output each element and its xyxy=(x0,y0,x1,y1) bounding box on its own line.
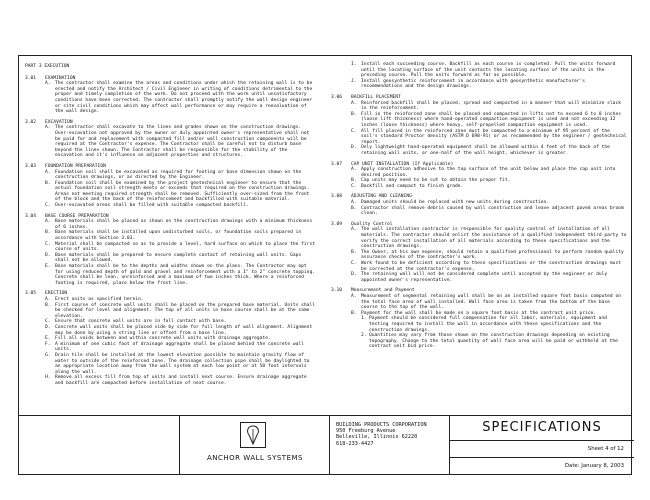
sub-item xyxy=(361,333,627,350)
address-line-3: Belleville, Illinois 62220 xyxy=(336,434,418,441)
sheet-date: Date: January 8, 2003 xyxy=(564,463,624,469)
item-letter: A. xyxy=(351,100,357,106)
item-text: Over-excavated areas shall be filled with suitable compacted backfill. xyxy=(55,203,249,209)
item-letter: H. xyxy=(45,375,51,381)
spec-item xyxy=(351,112,627,129)
item-letter: A. xyxy=(45,219,51,225)
item-text: Contractor shall remove debris caused by wall construction and leave adjacent paved areas broom clean. xyxy=(361,205,624,217)
spec-item xyxy=(45,264,317,286)
sheet-title: SPECIFICATIONS xyxy=(450,416,634,441)
item-text: Payment for the wall shall be made on a square foot basis at the contract unit price. xyxy=(361,310,597,316)
item-text: Ensure that concrete wall units are in full contact with base. xyxy=(55,319,227,325)
item-letter: I. xyxy=(351,62,357,67)
item-letter: C. xyxy=(351,183,357,189)
item-text: The contractor shall examine the areas and conditions under which the retaining wall is to be erected and notify the Architect / Civil Engineer in writing of conditions detrimental to the proper and timely completion of the work. Do not proceed with the work until unsatisfactory conditions have been corrected. The contractor shall promptly notify the wall design engineer or site civil conditions which may affect wall performance or may require a reevaluation of the wall design. xyxy=(55,81,313,115)
spec-item xyxy=(45,219,317,230)
item-text: Fill in the reinforced zone shall be placed and compacted in lifts not to exceed 6 to 8 inches (loose lift thickness) where hand-operated compaction equipment is used and not exceeding 12 inches (loose thickness) where heavy, self-propelled compaction equipment is used. xyxy=(361,111,621,128)
spec-item xyxy=(351,206,627,217)
item-text: Erect units as specified herein. xyxy=(55,296,144,302)
part-heading: PART 3 EXECUTION xyxy=(25,64,70,69)
section-number: 3.08 xyxy=(331,194,343,200)
right-column xyxy=(331,62,627,350)
spec-item xyxy=(351,145,627,156)
item-text: The retaining wall will not be considered complete until accepted by the engineer or duly appointed owner's representative. xyxy=(361,272,608,283)
item-text: Base materials shall be prepared to ensure complete contact of retaining wall units. Gaps shall not be allowed. xyxy=(55,252,302,264)
item-letter: F. xyxy=(45,341,51,347)
section-title: EXAMINATION xyxy=(45,75,76,81)
spec-item xyxy=(351,227,627,249)
item-letter: C. xyxy=(45,241,51,247)
title-block xyxy=(19,415,631,474)
address-line-2: 950 Freeburg Avenue xyxy=(336,428,396,435)
item-text: Foundation soil shall be excavated as required for footing or base dimension shown on the construction drawings, or as directed by the Engineer. xyxy=(55,169,302,181)
spec-item xyxy=(351,272,627,283)
spec-item xyxy=(351,261,627,272)
item-letter: B. xyxy=(351,310,357,316)
spec-item xyxy=(45,125,317,159)
spec-item xyxy=(45,303,317,320)
item-letter: G. xyxy=(45,352,51,358)
spec-item xyxy=(351,62,627,79)
spec-item xyxy=(351,184,627,190)
company-name: ANCHOR WALL SYSTEMS xyxy=(207,454,303,462)
item-text: Concrete wall units shall be placed side by side for full length of wall alignment. Alignment may be done by using a string line or offset from a base line. xyxy=(55,324,313,336)
item-text: Material shall be compacted so as to provide a level, hard surface on which to place the first course of units. xyxy=(55,241,315,253)
spec-item xyxy=(45,203,317,209)
spec-item xyxy=(45,230,317,241)
item-text: The Owner, at his own expense, should retain a qualified professional to perform random quality assurance checks of the contractor's work. xyxy=(361,249,624,261)
item-text: Fill all voids between and within concrete wall units with drainage aggregate. xyxy=(55,336,271,342)
spec-item xyxy=(45,170,317,181)
sheet-number: Sheet 4 of 12 xyxy=(450,441,634,458)
item-text: Only lightweight hand-operated equipment shall be allowed within 4 feet of the back of the retaining wall units, or one-half of the wall height, whichever is greater. xyxy=(361,145,610,156)
spec-item xyxy=(45,342,317,353)
item-letter: B. xyxy=(45,302,51,308)
item-text: Base materials shall be placed as shown on the construction drawings with a minimum thickness of 6 inches. xyxy=(55,219,313,230)
item-letter: E. xyxy=(45,336,51,342)
item-letter: A. xyxy=(45,296,51,302)
item-letter: B. xyxy=(45,230,51,236)
item-text: Reinforced backfill shall be placed, spread and compacted in a manner that will minimize slack in the reinforcement. xyxy=(361,100,621,112)
item-text: All fill placed in the reinforced zone must be compacted to a minimum of 95 percent of the soil's standard Proctor density (ASTM D 698-91) or as recommended by the engineer / geotechnical report. xyxy=(361,128,627,145)
item-text: Apply construction adhesive to the top surface of the unit below and place the cap unit into desired position. xyxy=(361,167,616,178)
left-sections xyxy=(25,76,317,387)
item-letter: E. xyxy=(45,264,51,269)
spec-item xyxy=(45,181,317,203)
item-letter: C. xyxy=(351,261,357,266)
spec-item xyxy=(45,325,317,336)
spec-item xyxy=(45,375,317,386)
sub-number: 1. xyxy=(361,316,367,322)
item-letter: A. xyxy=(351,227,357,233)
item-letter: A. xyxy=(351,293,357,299)
item-letter: B. xyxy=(351,111,357,117)
section-title: BACKFILL PLACEMENT xyxy=(351,94,401,100)
right-top-items xyxy=(331,62,627,90)
spec-item xyxy=(45,242,317,253)
item-letter: J. xyxy=(351,78,357,84)
item-text: Base materials shall be installed upon undisturbed soils, or foundation soils prepared in accordance with Section 3.03. xyxy=(55,230,302,242)
section-title: ERECTION xyxy=(45,291,68,297)
item-letter: B. xyxy=(351,249,357,255)
item-letter: D. xyxy=(351,145,357,151)
sub-item xyxy=(361,316,627,333)
item-letter: C. xyxy=(45,319,51,325)
item-letter: D. xyxy=(351,272,357,278)
spec-cell xyxy=(449,416,634,474)
item-text: A minimum of one cubic foot of drainage aggregate shall be placed behind the concrete wall units. xyxy=(55,341,304,353)
item-text: Remove all excess fill from top of units and install next course. Ensure drainage aggregate and backfill are compacted before installation of next course. xyxy=(55,375,307,386)
section-title: Quality Control xyxy=(351,221,393,227)
item-letter: B. xyxy=(351,205,357,211)
item-letter: A. xyxy=(45,81,51,87)
item-letter: D. xyxy=(45,252,51,258)
section-number: 3.06 xyxy=(331,94,343,100)
section-number: 3.10 xyxy=(331,288,343,294)
sub-number: 2. xyxy=(361,333,367,339)
address-line-1: BUILDING PRODUCTS CORPORATION xyxy=(336,422,427,428)
spec-item xyxy=(351,250,627,261)
spec-item xyxy=(351,167,627,178)
item-text: Backfill and compact to finish grade. xyxy=(361,183,464,189)
specification-sheet xyxy=(18,55,632,475)
spec-item xyxy=(351,101,627,112)
item-text: Base materials shall be to the depths and widths shown on the plans. The Contractor may opt for using reduced depth of gold and gravel and reinforcement with a 1" to 2" concrete topping. Concrete shall be lean, unreinforced and a maximum of two inches thick. Where a reinforced footing is required, place below the frost line. xyxy=(55,264,315,286)
spec-item xyxy=(351,294,627,311)
section-title: CAP UNIT INSTALLATION (If Applicable) xyxy=(351,161,454,167)
section-number: 3.09 xyxy=(331,221,343,227)
right-sections xyxy=(331,95,627,350)
section-title: Measurement and Payment xyxy=(351,288,415,294)
item-letter: B. xyxy=(45,180,51,186)
sub-text: Payment should be considered full compensation for all labor, materials, equipment and testing required to install the wall in accordance with these specifications and the construction drawings. xyxy=(369,316,607,333)
item-text: Drain tile shall be installed at the lowest elevation possible to maintain gravity flow of water to outside of the reinforced zone. The drainage collection pipe shall be daylighted to an appropriate location away from the wall system at each low point or at 50 foot intervals along the wall. xyxy=(55,352,310,375)
item-letter: C. xyxy=(45,203,51,209)
item-text: The wall installation contractor is responsible for quality control of installation of all materials. The contractor should enlist the assistance of a qualified independent third party to verify the correct installation of all materials according to these specifications and the construction drawings. xyxy=(361,227,627,250)
section-number: 3.03 xyxy=(25,163,37,169)
section-number: 3.02 xyxy=(25,119,37,125)
section-title: ADJUSTING AND CLEANING xyxy=(351,194,412,200)
item-letter: D. xyxy=(45,324,51,330)
section-number: 3.07 xyxy=(331,161,343,167)
spec-item xyxy=(45,253,317,264)
item-letter: A. xyxy=(351,200,357,206)
item-text: Work found to be deficient according to these specifications or the construction drawings must be corrected at the contractor's expense. xyxy=(361,261,621,272)
item-text: Install geosynthetic reinforcement in accordance with geosynthetic manufacturer's recommendations and the design drawings. xyxy=(361,78,586,90)
item-text: Foundation soil shall be examined by the project geotechnical engineer to ensure that the actual foundation soil strength meets or exceeds that required on the construction drawings. Areas not meeting required strength shall be removed. Sufficiently over-sized from the front of the block and the back of the reinforcement and backfilled with suitable material. xyxy=(55,180,310,203)
address-line-4: 618-233-4427 xyxy=(336,440,374,447)
section-number: 3.01 xyxy=(25,75,37,81)
anchor-logo-icon xyxy=(240,422,266,448)
address-cell xyxy=(329,416,449,474)
spec-item xyxy=(351,79,627,90)
item-letter: A. xyxy=(45,169,51,175)
sub-text: Quantities may vary from those shown on the construction drawings depending on existing topography. Change to the total quantity of wall face area will be paid or withheld at the contract unit bid price. xyxy=(369,333,618,350)
item-text: Install each succeeding course. Backfill as each course is completed. Pull the units forward until the locating surface of the unit contacts the locating surface of the units in the preceding course. Pull the units forward as far as possible. xyxy=(361,62,616,79)
item-letter: C. xyxy=(351,128,357,134)
item-text: Cap units may need to be cut to obtain the proper fit. xyxy=(361,178,511,184)
item-letter: B. xyxy=(351,178,357,184)
item-text: The contractor shall excavate to the lines and grades shown on the construction drawings. Over-excavation not approved by the owner or duly appointed owner's representative shall not be paid for and replacement with compacted fill and/or wall construction components will be required at the Contractor's expense. The Contractor shall be careful not to disturb base beyond the lines shown. The Contractor shall be responsible for the stability of the excavation and it's influence on adjacent properties and structures. xyxy=(55,125,310,159)
item-text: Measurement of segmental retaining wall shall be on an installed square foot basis computed on the total face area of wall installed. Wall face area is taken from the bottom of the base course to the top of the wall. xyxy=(361,293,621,311)
item-letter: A. xyxy=(351,167,357,173)
section-number: 3.04 xyxy=(25,213,37,219)
section-title: EXCAVATION xyxy=(45,119,73,125)
item-text: Damaged units should be replaced with new units during construction. xyxy=(361,200,550,206)
section-title: FOUNDATION PREPARATION xyxy=(45,163,106,169)
left-column xyxy=(25,62,317,386)
spec-item xyxy=(45,81,317,115)
item-letter: A. xyxy=(45,125,51,131)
spec-item xyxy=(45,353,317,375)
logo-cell xyxy=(179,416,330,474)
spec-item xyxy=(351,129,627,146)
section-title: BASE COURSE PREPARATION xyxy=(45,213,109,219)
item-text: First course of concrete wall units shall be placed on the prepared base material. Units shall be checked for level and alignment. The top of all units in base course shall be at the same elevation. xyxy=(55,302,315,319)
section-number: 3.05 xyxy=(25,291,37,297)
